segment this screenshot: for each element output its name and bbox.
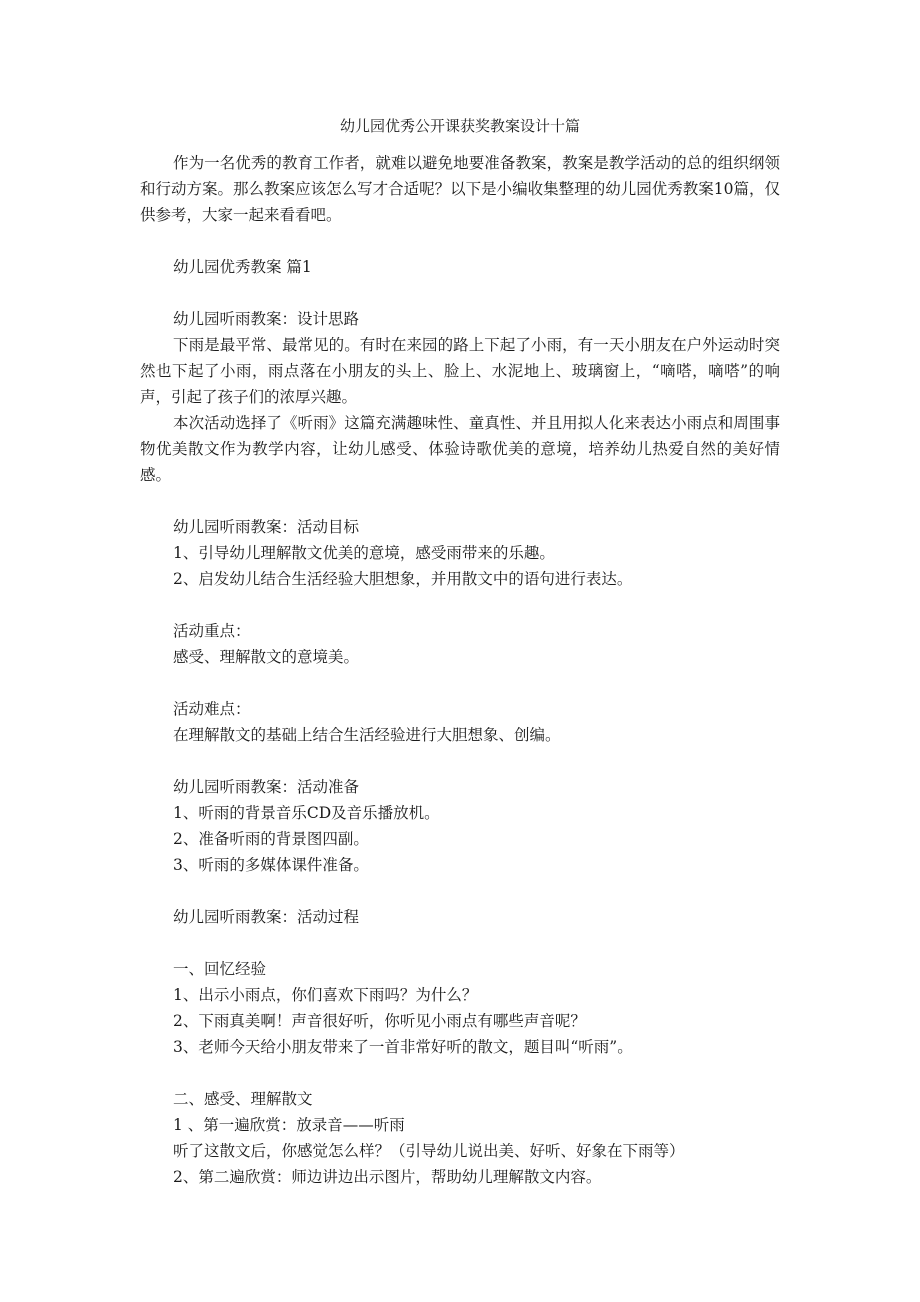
spacer xyxy=(140,228,780,254)
process-heading: 幼儿园听雨教案：活动过程 xyxy=(173,908,360,926)
spacer xyxy=(140,930,780,956)
prep-heading: 幼儿园听雨教案：活动准备 xyxy=(173,778,360,796)
understand-item: 1 、第一遍欣赏：放录音——听雨 xyxy=(173,1116,405,1134)
understand-heading: 二、感受、理解散文 xyxy=(173,1090,313,1108)
spacer xyxy=(140,280,780,306)
intro-paragraph: 作为一名优秀的教育工作者，就难以避免地要准备教案，教案是教学活动的总的组织纲领和行动方案。那么教案应该怎么写才合适呢？以下是小编收集整理的幼儿园优秀教案10篇，仅供参考，大家一起来看看吧。 xyxy=(140,154,780,224)
understand-item: 听了这散文后，你感觉怎么样？（引导幼儿说出美、好听、好象在下雨等） xyxy=(173,1142,685,1160)
recall-item: 2、下雨真美啊！声音很好听，你听见小雨点有哪些声音呢？ xyxy=(173,1012,586,1030)
key-text: 感受、理解散文的意境美。 xyxy=(173,648,360,666)
difficulty-text: 在理解散文的基础上结合生活经验进行大胆想象、创编。 xyxy=(173,726,561,744)
spacer xyxy=(140,488,780,514)
prep-item: 1、听雨的背景音乐CD及音乐播放机。 xyxy=(173,804,440,822)
understand-item: 2、第二遍欣赏：师边讲边出示图片，帮助幼儿理解散文内容。 xyxy=(173,1168,602,1186)
spacer xyxy=(140,1060,780,1086)
design-heading: 幼儿园听雨教案：设计思路 xyxy=(173,310,360,328)
goal-item: 1、引导幼儿理解散文优美的意境，感受雨带来的乐趣。 xyxy=(173,544,555,562)
difficulty-heading: 活动难点： xyxy=(173,700,251,718)
spacer xyxy=(140,670,780,696)
design-paragraph-1: 下雨是最平常、最常见的。有时在来园的路上下起了小雨，有一天小朋友在户外运动时突然也下起了小雨，雨点落在小朋友的头上、脸上、水泥地上、玻璃窗上，“嘀嗒，嘀嗒”的响声，引起了孩子们的浓厚兴趣。 xyxy=(140,336,780,406)
recall-item: 3、老师今天给小朋友带来了一首非常好听的散文，题目叫“听雨”。 xyxy=(173,1038,633,1056)
recall-heading: 一、回忆经验 xyxy=(173,960,267,978)
recall-item: 1、出示小雨点，你们喜欢下雨吗？为什么？ xyxy=(173,986,478,1004)
design-paragraph-2: 本次活动选择了《听雨》这篇充满趣味性、童真性、并且用拟人化来表达小雨点和周围事物优美散文作为教学内容，让幼儿感受、体验诗歌优美的意境，培养幼儿热爱自然的美好情感。 xyxy=(140,414,780,484)
goals-heading: 幼儿园听雨教案：活动目标 xyxy=(173,518,360,536)
document-title: 幼儿园优秀公开课获奖教案设计十篇 xyxy=(339,117,580,135)
document-body xyxy=(140,150,780,1190)
prep-item: 2、准备听雨的背景图四副。 xyxy=(173,830,369,848)
section-heading: 幼儿园优秀教案 篇1 xyxy=(173,258,312,276)
goal-item: 2、启发幼儿结合生活经验大胆想象，并用散文中的语句进行表达。 xyxy=(173,570,633,588)
spacer xyxy=(140,878,780,904)
spacer xyxy=(140,748,780,774)
key-heading: 活动重点： xyxy=(173,622,251,640)
spacer xyxy=(140,592,780,618)
prep-item: 3、听雨的多媒体课件准备。 xyxy=(173,856,369,874)
